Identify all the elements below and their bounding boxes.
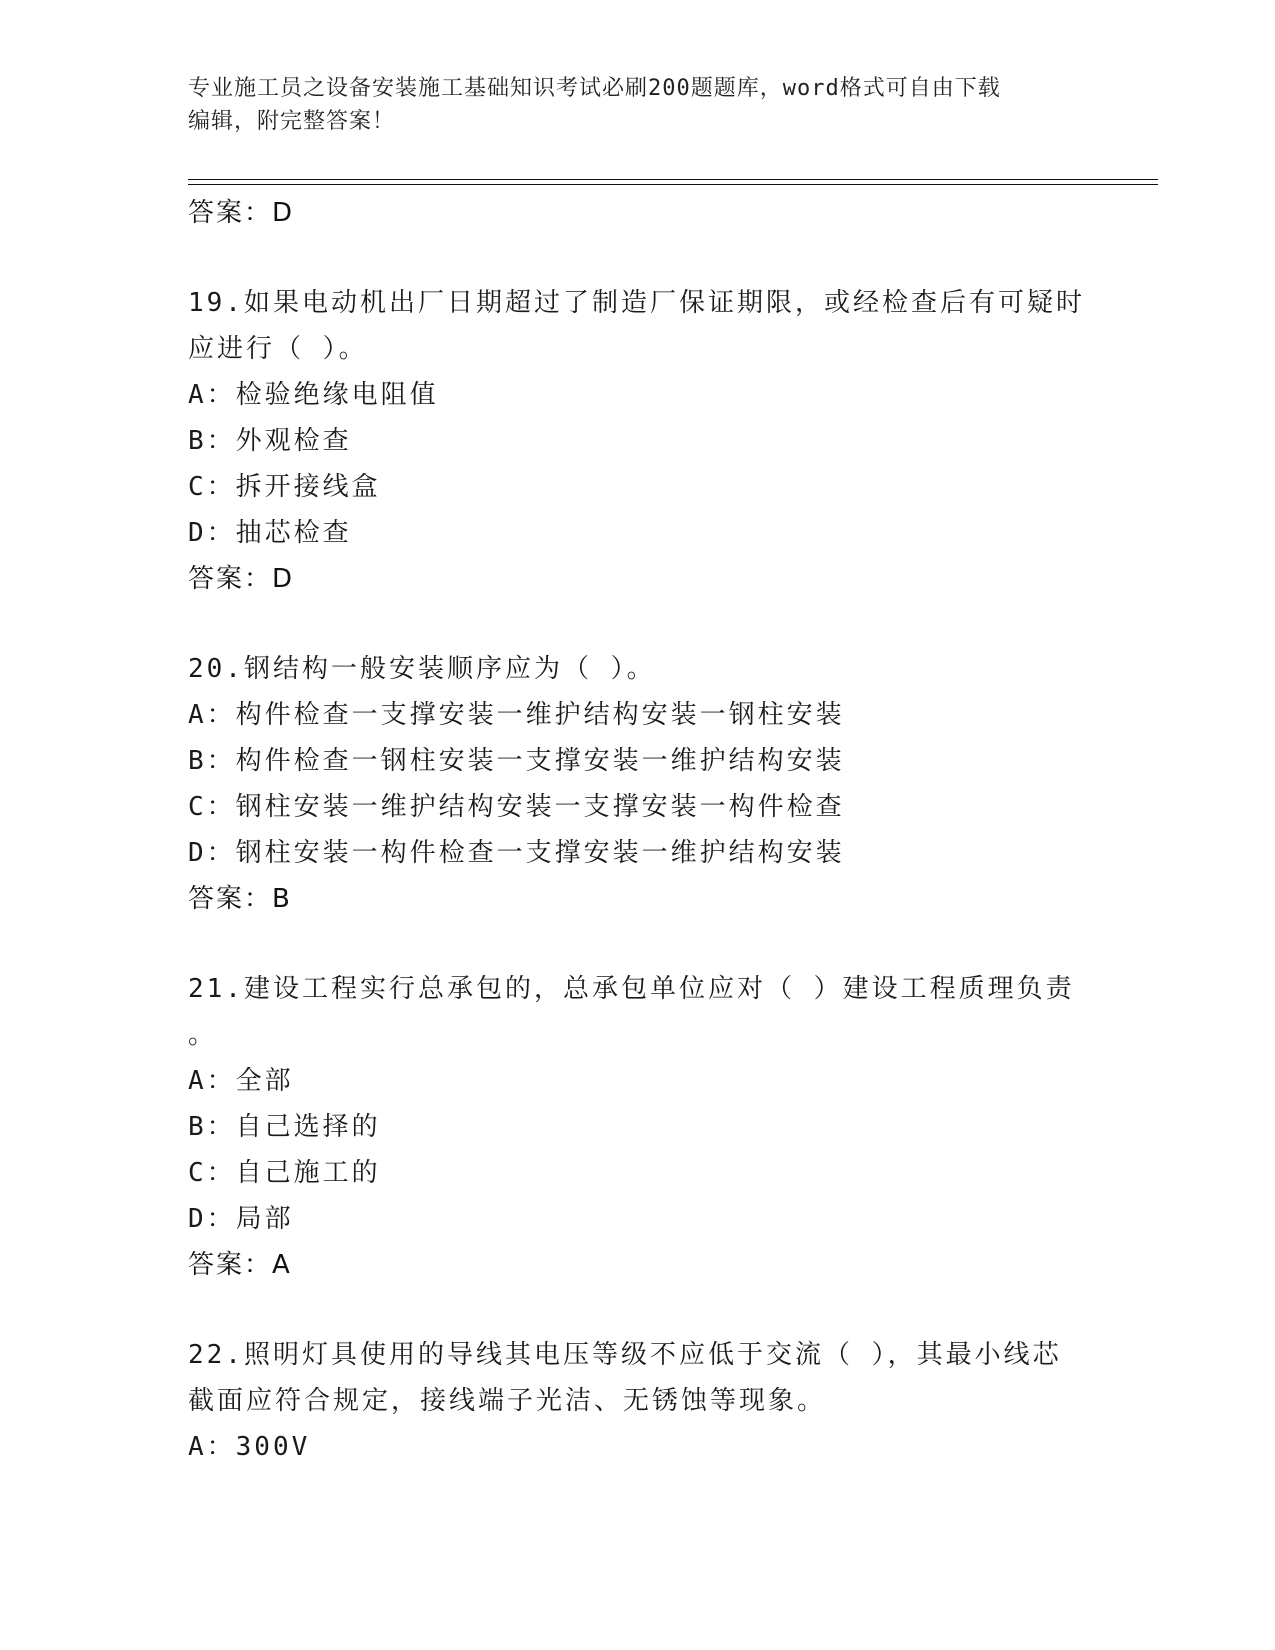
option-letter: A： — [188, 1432, 236, 1462]
option-a — [188, 1058, 1088, 1104]
option-letter: D： — [188, 838, 236, 868]
option-c — [188, 784, 1088, 830]
option-a — [188, 372, 1088, 418]
question-text: 20.钢结构一般安装顺序应为（ ）。 — [188, 654, 656, 684]
question-21 — [188, 966, 1088, 1288]
header-line-2: 编辑，附完整答案！ — [188, 109, 396, 134]
option-d — [188, 830, 1088, 876]
option-d — [188, 510, 1088, 556]
header-divider-top — [188, 179, 1158, 180]
question-22 — [188, 1332, 1088, 1470]
answer-line: 答案：B — [188, 884, 292, 914]
option-d — [188, 1196, 1088, 1242]
question-text-continued: 。 — [188, 1020, 218, 1050]
option-text: 拆开接线盒 — [235, 472, 381, 502]
option-text: 自己选择的 — [235, 1112, 381, 1142]
option-a — [188, 692, 1088, 738]
question-list — [188, 190, 1088, 1470]
option-letter: C： — [188, 792, 236, 822]
option-letter: A： — [188, 1066, 236, 1096]
option-text: 外观检查 — [235, 426, 352, 456]
question-text: 19.如果电动机出厂日期超过了制造厂保证期限，或经检查后有可疑时 — [188, 288, 1085, 318]
previous-answer: 答案：D — [188, 198, 295, 228]
option-letter: D： — [188, 518, 236, 548]
option-letter: D： — [188, 1204, 236, 1234]
page-header — [188, 72, 1088, 138]
option-text: 300V — [235, 1432, 311, 1462]
option-text: 全部 — [235, 1066, 294, 1096]
option-a — [188, 1424, 1088, 1470]
option-text: 构件检查一钢柱安装一支撑安装一维护结构安装 — [235, 746, 845, 776]
question-text: 21.建设工程实行总承包的，总承包单位应对（ ）建设工程质理负责 — [188, 974, 1075, 1004]
question-text: 22.照明灯具使用的导线其电压等级不应低于交流（ ），其最小线芯 — [188, 1340, 1062, 1370]
option-b — [188, 1104, 1088, 1150]
question-20 — [188, 646, 1088, 922]
option-b — [188, 738, 1088, 784]
header-line-1: 专业施工员之设备安装施工基础知识考试必刷200题题库，word格式可自由下载 — [188, 76, 1001, 101]
option-letter: A： — [188, 380, 236, 410]
question-text-continued: 应进行（ ）。 — [188, 334, 368, 364]
option-letter: B： — [188, 1112, 236, 1142]
option-text: 自己施工的 — [235, 1158, 381, 1188]
option-text: 检验绝缘电阻值 — [235, 380, 439, 410]
option-letter: C： — [188, 472, 236, 502]
option-letter: B： — [188, 746, 236, 776]
option-text: 构件检查一支撑安装一维护结构安装一钢柱安装 — [235, 700, 845, 730]
option-letter: C： — [188, 1158, 236, 1188]
answer-line: 答案：A — [188, 1250, 292, 1280]
option-b — [188, 418, 1088, 464]
option-c — [188, 464, 1088, 510]
option-text: 局部 — [235, 1204, 294, 1234]
answer-line: 答案：D — [188, 564, 295, 594]
option-letter: B： — [188, 426, 236, 456]
header-divider-bottom — [188, 184, 1158, 185]
question-text-continued: 截面应符合规定，接线端子光洁、无锈蚀等现象。 — [188, 1386, 827, 1416]
question-19 — [188, 280, 1088, 602]
option-text: 钢柱安装一构件检查一支撑安装一维护结构安装 — [235, 838, 845, 868]
option-letter: A： — [188, 700, 236, 730]
option-text: 抽芯检查 — [235, 518, 352, 548]
option-text: 钢柱安装一维护结构安装一支撑安装一构件检查 — [235, 792, 845, 822]
option-c — [188, 1150, 1088, 1196]
